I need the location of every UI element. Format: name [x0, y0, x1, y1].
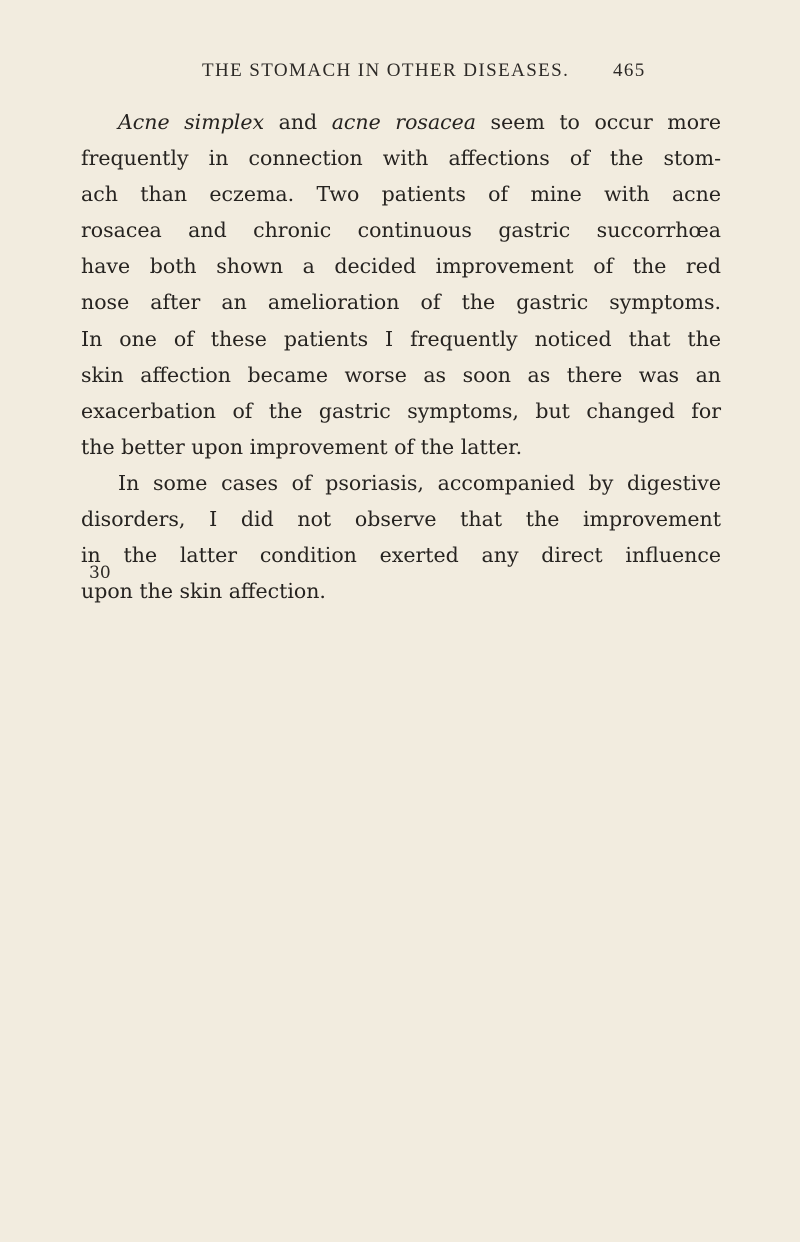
page-number: 465	[613, 60, 646, 81]
text-fragment: and	[264, 110, 332, 134]
running-head	[202, 60, 662, 86]
italic-term-acne-rosacea: acne rosacea	[331, 110, 477, 134]
text-line: have both shown a decided improvement of the red	[81, 254, 721, 279]
text-line: ach than eczema. Two patients of mine with acne	[81, 182, 721, 207]
text-line	[81, 104, 721, 140]
text-fragment: seem to occur more	[476, 110, 722, 134]
text-line: upon the skin affection.	[81, 579, 326, 604]
text-line: In one of these patients I frequently noticed that the	[81, 326, 721, 351]
text-line: frequently in connection with affections of the stom-	[81, 146, 721, 171]
text-line: nose after an amelioration of the gastric symptoms.	[81, 290, 721, 315]
text-line: exacerbation of the gastric symptoms, but changed for	[81, 398, 721, 423]
running-title: THE STOMACH IN OTHER DISEASES.	[202, 60, 570, 81]
text-line: skin affection became worse as soon as there was an	[81, 362, 721, 387]
text-line: rosacea and chronic continuous gastric succorrhœa	[81, 218, 721, 243]
text-line: the better upon improvement of the latter.	[81, 434, 523, 459]
signature-mark: 30	[89, 563, 111, 583]
italic-term-acne-simplex: Acne simplex	[118, 110, 265, 134]
text-line: in the latter condition exerted any direct influence	[81, 543, 721, 568]
body-text	[81, 104, 721, 609]
text-line: In some cases of psoriasis, accompanied by digestive	[118, 470, 721, 495]
text-line: disorders, I did not observe that the improvement	[81, 507, 721, 532]
